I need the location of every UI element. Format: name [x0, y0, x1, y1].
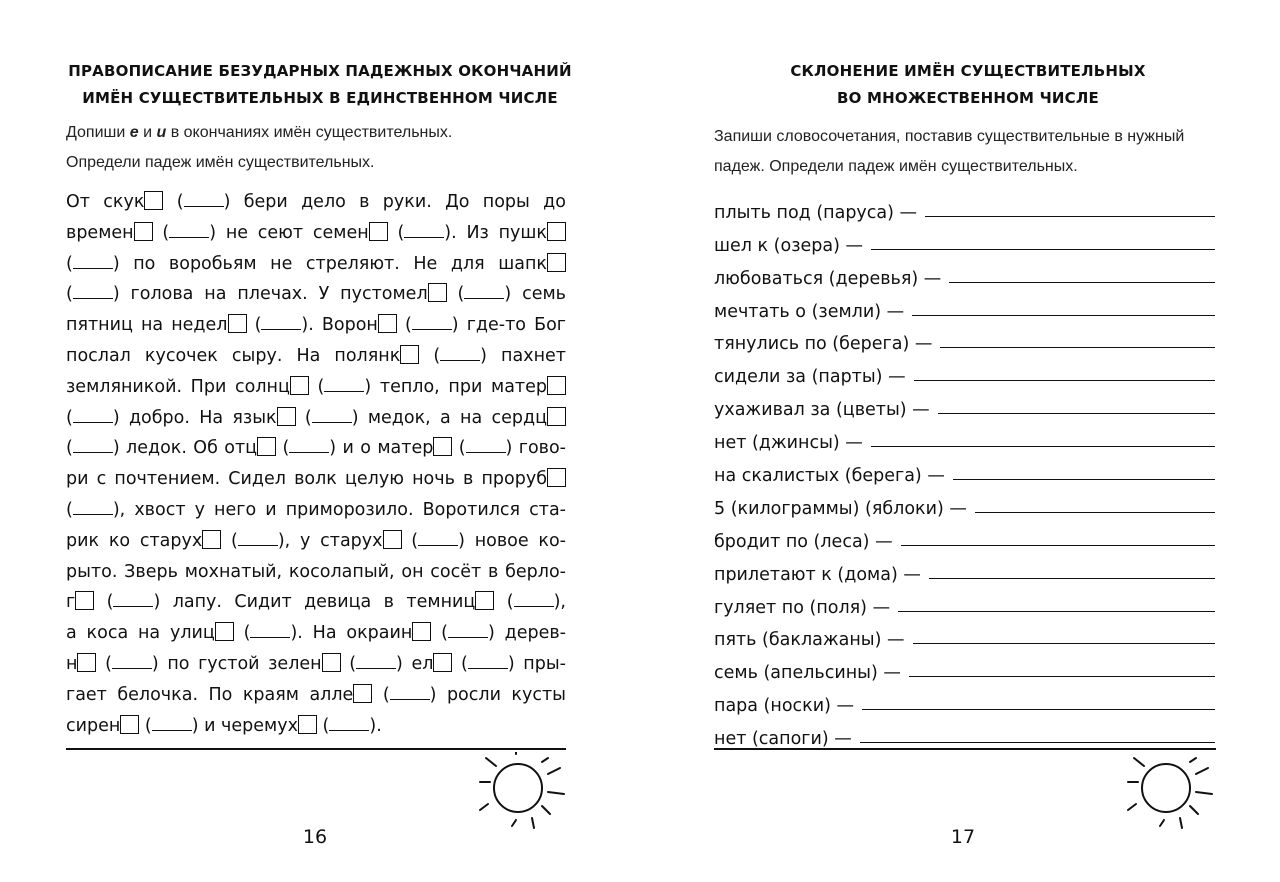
- text-line: пятниц на недел ( ). Ворон ( ) где-то Бог: [66, 315, 566, 336]
- text-fragment: [452, 438, 458, 458]
- phrase-text: пара (носки) —: [714, 696, 854, 717]
- case-answer-blank[interactable]: [312, 408, 352, 423]
- text-fragment: [163, 192, 176, 212]
- left-instruction: [66, 118, 586, 178]
- phrase-text: гуляет по (поля) —: [714, 597, 891, 618]
- proverbs-exercise-text: [66, 187, 566, 741]
- text-line: г ( ) лапу. Сидит девица в темниц ( ),: [66, 592, 566, 613]
- case-answer-blank[interactable]: [73, 284, 113, 299]
- phrase-row: [714, 486, 1215, 519]
- phrase-row: [714, 387, 1215, 420]
- answer-line[interactable]: [901, 544, 1215, 546]
- text-fragment: пятниц на недел: [66, 315, 228, 336]
- text-line: гает белочка. По краям алле ( ) росли кусты: [66, 684, 566, 705]
- phrase-row: [714, 519, 1215, 552]
- case-answer-blank[interactable]: [261, 315, 301, 330]
- phrase-text: нет (джинсы) —: [714, 433, 863, 454]
- phrase-row: [714, 256, 1215, 289]
- case-answer-blank[interactable]: [73, 254, 113, 269]
- left-instruction-line-2: Определи падеж имён существительных.: [66, 154, 375, 171]
- phrase-text: тянулись по (берега) —: [714, 334, 933, 355]
- ending-answer-box[interactable]: [400, 345, 419, 364]
- left-divider: [66, 748, 566, 750]
- phrase-row: [714, 552, 1215, 585]
- case-answer-blank[interactable]: [464, 284, 504, 299]
- text-fragment: [341, 654, 350, 674]
- phrase-row: [714, 190, 1215, 223]
- text-fragment: ,: [560, 592, 566, 613]
- phrase-row: [714, 585, 1215, 618]
- phrase-text: ухаживал за (цветы) —: [714, 400, 930, 421]
- text-line: ( ), хвост у него и приморозило. Воротился ста-: [66, 499, 566, 520]
- text-line: времен ( ) не сеют семен ( ). Из пушк: [66, 218, 566, 249]
- ending-answer-box[interactable]: [428, 283, 447, 302]
- ending-answer-box[interactable]: [257, 437, 276, 456]
- phrase-row: [714, 322, 1215, 355]
- ending-answer-box[interactable]: [215, 622, 234, 641]
- ending-answer-box[interactable]: [202, 530, 221, 549]
- text-line: н ( ) по густой зелен ( ) ел ( ) пры-: [66, 653, 566, 674]
- case-answer-blank[interactable]: [152, 716, 192, 731]
- phrase-text: плыть под (паруса) —: [714, 202, 918, 223]
- text-fragment: по густой зелен: [158, 653, 322, 674]
- text-fragment: [397, 315, 405, 335]
- ending-answer-box[interactable]: [277, 407, 296, 426]
- text-fragment: ледок. Об отц: [119, 438, 258, 459]
- text-fragment: [452, 654, 461, 674]
- answer-line[interactable]: [949, 281, 1215, 283]
- ending-answer-box[interactable]: [134, 222, 153, 241]
- text-fragment: земляникой. При солнц: [66, 376, 290, 397]
- ending-answer-box[interactable]: [353, 684, 372, 703]
- instruction-text: в окончаниях имён существительных.: [166, 124, 453, 141]
- text-fragment: [153, 223, 163, 243]
- text-fragment: н: [66, 653, 78, 674]
- answer-line[interactable]: [938, 412, 1215, 414]
- text-fragment: дерев-: [494, 623, 566, 644]
- phrase-row: [714, 354, 1215, 387]
- text-fragment: .: [376, 715, 382, 736]
- instruction-text: и: [138, 124, 157, 141]
- sun-icon: [1124, 752, 1224, 832]
- text-fragment: [96, 654, 105, 674]
- phrase-row: [714, 289, 1215, 322]
- text-fragment: пры-: [514, 653, 566, 674]
- phrase-row: [714, 618, 1215, 651]
- text-fragment: . Из пушк: [451, 222, 547, 243]
- text-fragment: . Ворон: [308, 315, 378, 336]
- text-fragment: ри с почтением. Сидел волк целую ночь в проруб: [66, 469, 547, 490]
- text-line: ( ) добро. На язык ( ) медок, а на сердц: [66, 403, 566, 434]
- page-number: 17: [950, 826, 976, 848]
- left-title-line-1: ПРАВОПИСАНИЕ БЕЗУДАРНЫХ ПАДЕЖНЫХ ОКОНЧАНИЙ: [68, 62, 572, 80]
- text-fragment: росли кусты: [436, 684, 566, 705]
- left-instruction-line-1: [66, 118, 586, 148]
- case-answer-blank[interactable]: [250, 623, 290, 638]
- case-answer-blank[interactable]: [404, 223, 444, 238]
- answer-line[interactable]: [925, 215, 1215, 217]
- text-fragment: семь: [511, 284, 567, 305]
- text-line: послал кусочек сыру. На полянк ( ) пахнет: [66, 345, 566, 366]
- text-line: [66, 557, 566, 588]
- ending-answer-box[interactable]: [433, 653, 452, 672]
- text-fragment: тепло, при матер: [371, 376, 547, 397]
- case-answer-blank[interactable]: [289, 438, 329, 453]
- text-fragment: , у старух: [284, 530, 383, 551]
- text-fragment: бери дело в руки. До поры до: [230, 192, 566, 212]
- case-answer-blank[interactable]: [238, 531, 278, 546]
- instruction-letter-i: и: [156, 124, 167, 141]
- case-answer-blank[interactable]: [73, 408, 113, 423]
- phrase-list: [714, 190, 1215, 749]
- case-answer-blank[interactable]: [356, 654, 396, 669]
- text-fragment: [317, 716, 323, 736]
- text-line: ( ) ледок. Об отц ( ) и о матер ( ) гово-: [66, 438, 566, 459]
- phrase-text: 5 (килограммы) (яблоки) —: [714, 498, 967, 519]
- phrase-text: пять (баклажаны) —: [714, 630, 905, 651]
- text-fragment: [402, 531, 412, 551]
- answer-line[interactable]: [913, 642, 1215, 644]
- phrase-row: [714, 223, 1215, 256]
- ending-answer-box[interactable]: [144, 191, 163, 210]
- case-answer-blank[interactable]: [113, 592, 153, 607]
- ending-answer-box[interactable]: [547, 376, 566, 395]
- ending-answer-box[interactable]: [547, 407, 566, 426]
- case-answer-blank[interactable]: [73, 500, 113, 515]
- text-fragment: г: [66, 592, 76, 613]
- phrase-row: [714, 453, 1215, 486]
- ending-answer-box[interactable]: [322, 653, 341, 672]
- text-fragment: [276, 438, 282, 458]
- text-fragment: [234, 623, 244, 643]
- text-fragment: рыто. Зверь мохнатый, косолапый, он сосёт в берло-: [66, 561, 566, 582]
- left-page-title: [0, 58, 640, 112]
- phrase-row: [714, 420, 1215, 453]
- text-fragment: [494, 592, 506, 612]
- text-line: ( ) голова на плечах. У пустомел ( ) семь: [66, 284, 567, 305]
- text-fragment: [221, 531, 231, 551]
- text-line: рик ко старух ( ), у старух ( ) новое ко-: [66, 530, 567, 551]
- right-page-title: [648, 58, 1280, 112]
- text-fragment: времен: [66, 222, 134, 243]
- right-instruction-line-2: падеж. Определи падеж имён существительных.: [714, 158, 1078, 175]
- ending-answer-box[interactable]: [547, 468, 566, 487]
- answer-line[interactable]: [929, 577, 1215, 579]
- phrase-row: [714, 683, 1215, 716]
- text-fragment: [296, 408, 305, 428]
- answer-line[interactable]: [871, 445, 1215, 447]
- text-fragment: а коса на улиц: [66, 623, 215, 644]
- text-fragment: медок, а на сердц: [358, 407, 547, 428]
- case-answer-blank[interactable]: [73, 438, 113, 453]
- case-answer-blank[interactable]: [514, 592, 554, 607]
- case-answer-blank[interactable]: [448, 623, 488, 638]
- ending-answer-box[interactable]: [228, 314, 247, 333]
- phrase-text: семь (апельсины) —: [714, 663, 901, 684]
- text-fragment: ел: [402, 653, 434, 674]
- text-fragment: [139, 716, 145, 736]
- text-fragment: где-то Бог: [458, 315, 566, 336]
- phrase-text: нет (сапоги) —: [714, 729, 852, 750]
- text-fragment: рик ко старух: [66, 530, 203, 551]
- text-fragment: сирен: [66, 715, 121, 736]
- right-instruction: [714, 122, 1224, 182]
- text-line: От скук ( ) бери дело в руки. До поры до: [66, 192, 566, 212]
- right-page: [640, 0, 1280, 882]
- text-fragment: гает белочка. По краям алле: [66, 684, 354, 705]
- ending-answer-box[interactable]: [547, 222, 566, 241]
- case-answer-blank[interactable]: [412, 315, 452, 330]
- ending-answer-box[interactable]: [369, 222, 388, 241]
- text-fragment: и о матер: [336, 438, 434, 459]
- text-fragment: [94, 592, 106, 612]
- phrase-row: [714, 716, 1215, 749]
- text-fragment: гово-: [512, 438, 566, 459]
- ending-answer-box[interactable]: [547, 253, 566, 272]
- phrase-text: прилетают к (дома) —: [714, 564, 921, 585]
- right-divider: [714, 748, 1216, 750]
- answer-line[interactable]: [914, 379, 1215, 381]
- ending-answer-box[interactable]: [75, 591, 94, 610]
- phrase-row: [714, 650, 1215, 683]
- text-fragment: добро. На язык: [119, 407, 277, 428]
- text-fragment: лапу. Сидит девица в темниц: [160, 592, 476, 613]
- text-fragment: [447, 284, 458, 304]
- text-line: земляникой. При солнц ( ) тепло, при матер: [66, 372, 566, 403]
- phrase-text: любоваться (деревья) —: [714, 268, 942, 289]
- right-instruction-line-1: Запиши словосочетания, поставив существительные в нужный: [714, 128, 1185, 145]
- text-fragment: [372, 685, 382, 705]
- ending-answer-box[interactable]: [77, 653, 96, 672]
- case-answer-blank[interactable]: [390, 685, 430, 700]
- text-line: [66, 464, 566, 495]
- text-fragment: послал кусочек сыру. На полянк: [66, 345, 401, 366]
- text-fragment: . На окраин: [297, 623, 413, 644]
- text-line: сирен ( ) и черемух ( ).: [66, 715, 382, 736]
- instruction-text: Допиши: [66, 124, 130, 141]
- ending-answer-box[interactable]: [475, 591, 494, 610]
- phrase-text: сидели за (парты) —: [714, 367, 906, 388]
- text-line: ( ) по воробьям не стреляют. Не для шапк: [66, 249, 566, 280]
- ending-answer-box[interactable]: [433, 437, 452, 456]
- text-fragment: [431, 623, 441, 643]
- answer-line[interactable]: [953, 478, 1215, 480]
- answer-line[interactable]: [860, 741, 1215, 743]
- text-line: а коса на улиц ( ). На окраин ( ) дерев-: [66, 623, 566, 644]
- case-answer-blank[interactable]: [468, 654, 508, 669]
- ending-answer-box[interactable]: [412, 622, 431, 641]
- answer-line[interactable]: [940, 346, 1215, 348]
- text-fragment: [247, 315, 255, 335]
- case-answer-blank[interactable]: [329, 716, 369, 731]
- text-fragment: голова на плечах. У пустомел: [119, 284, 428, 305]
- case-answer-blank[interactable]: [440, 346, 480, 361]
- case-answer-blank[interactable]: [418, 531, 458, 546]
- text-fragment: , хвост у него и приморозило. Воротился ста-: [119, 499, 566, 520]
- text-fragment: по воробьям не стреляют. Не для шапк: [119, 253, 547, 274]
- text-fragment: пахнет: [486, 345, 566, 366]
- sun-icon: [476, 752, 576, 832]
- case-answer-blank[interactable]: [112, 654, 152, 669]
- answer-line[interactable]: [975, 511, 1215, 513]
- answer-line[interactable]: [871, 248, 1215, 250]
- answer-line[interactable]: [898, 610, 1215, 612]
- text-fragment: не сеют семен: [216, 222, 369, 243]
- text-fragment: От скук: [66, 192, 145, 212]
- text-fragment: [419, 346, 433, 366]
- ending-answer-box[interactable]: [378, 314, 397, 333]
- phrase-text: мечтать о (земли) —: [714, 301, 905, 322]
- right-title-line-1: СКЛОНЕНИЕ ИМЁН СУЩЕСТВИТЕЛЬНЫХ: [790, 62, 1146, 80]
- case-answer-blank[interactable]: [169, 223, 209, 238]
- text-fragment: новое ко-: [464, 530, 567, 551]
- case-answer-blank[interactable]: [324, 377, 364, 392]
- ending-answer-box[interactable]: [290, 376, 309, 395]
- case-answer-blank[interactable]: [466, 438, 506, 453]
- instruction-letter-e: е: [129, 124, 139, 141]
- page-number: 16: [302, 826, 328, 848]
- ending-answer-box[interactable]: [298, 715, 317, 734]
- answer-line[interactable]: [912, 314, 1215, 316]
- text-fragment: [388, 223, 398, 243]
- phrase-text: шел к (озера) —: [714, 235, 863, 256]
- answer-line[interactable]: [862, 708, 1215, 710]
- left-title-line-2: ИМЁН СУЩЕСТВИТЕЛЬНЫХ В ЕДИНСТВЕННОМ ЧИСЛЕ: [82, 89, 558, 107]
- answer-line[interactable]: [909, 675, 1215, 677]
- ending-answer-box[interactable]: [383, 530, 402, 549]
- ending-answer-box[interactable]: [120, 715, 139, 734]
- right-title-line-2: ВО МНОЖЕСТВЕННОМ ЧИСЛЕ: [837, 89, 1099, 107]
- case-answer-blank[interactable]: [184, 192, 224, 207]
- phrase-text: бродит по (леса) —: [714, 531, 893, 552]
- text-fragment: и черемух: [198, 715, 298, 736]
- text-fragment: [309, 377, 318, 397]
- phrase-text: на скалистых (берега) —: [714, 466, 945, 487]
